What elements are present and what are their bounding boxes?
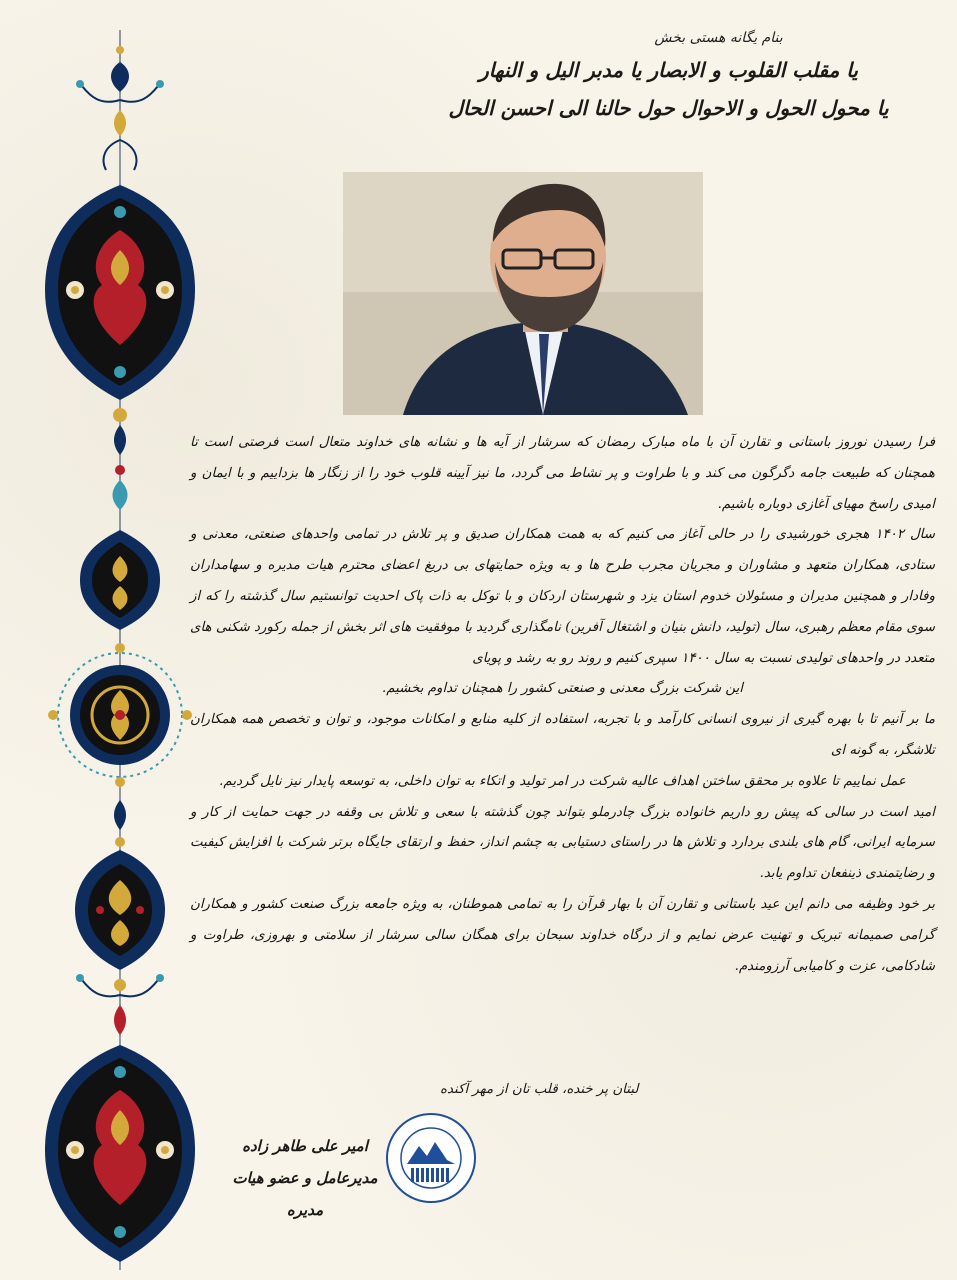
paragraph-7: بر خود وظیفه می دانم این عید باستانی و تقارن آن با بهار قرآن را به تمامی هموطنان، به ویژه جامعه بزرگ صنعت کشور و همکاران گرامی صمیمانه تبریک و تهنیت عرض نمایم و از درگاه خداوند سبحان برای همگان سالی سرشار از سلامتی و بهروزی، طراوت و شادکامی، عزت و کامیابی آرزومندم. bbox=[190, 896, 935, 974]
paragraph-3: این شرکت بزرگ معدنی و صنعتی کشور را همچنان تداوم بخشیم. bbox=[381, 681, 744, 697]
company-logo-icon bbox=[385, 1112, 477, 1204]
connector-middle-icon bbox=[114, 800, 126, 847]
company-logo bbox=[385, 1112, 477, 1204]
portrait-illustration bbox=[343, 172, 703, 415]
paragraph-2: سال ۱۴۰۲ هجری خورشیدی را در حالی آغاز می کنیم که به همت همکاران صدیق و پر تلاش در تمامی واحدهای صنعتی، معدنی و ستادی، همکاران متعهد و مشاوران و مجریان مجرب طرح ها و به ویژه حمایتهای بی دریغ اعضای محترم هیات مدیره و سهامداران وفادار و همچنین مدیران و مسئولان خدوم استان یزد و شهرستان اردکان و با توکل به ذات پاک احدیت توانستیم سال گذشته را که از سوی مقام معظم رهبری، سال (تولید، دانش بنیان و اشتغال آفرین) نامگذاری گردید با موفقیت های اثر بخش از جمله رکورد شکنی های متعدد در واحدهای تولیدی نسبت به سال ۱۴۰۰ سپری کنیم و روند رو به رشد و پویای bbox=[190, 527, 935, 666]
paragraph-1: فرا رسیدن نوروز باستانی و تقارن آن با ماه مبارک رمضان که سرشار از آیه ها و نشانه های خداوند متعال است فرصتی است تا همچنان که طبیعت جامه دگرگون می کند و با طراوت و پر نشاط می گردد، ما نیز آیینه قلوب خود را از زنگار ها بزداییم و با ایمان و امیدی راسخ مهیای آغازی دوباره باشیم. bbox=[190, 435, 935, 512]
medallion-small-icon bbox=[80, 530, 160, 630]
medallion-middle-icon bbox=[75, 850, 165, 970]
header bbox=[250, 30, 937, 120]
medallion-top-icon bbox=[45, 185, 195, 400]
prayer-line-2: یا محول الحول و الاحوال حول حالنا الی احسن الحال bbox=[448, 96, 889, 120]
basmala-text: بنام یگانه هستی بخش bbox=[654, 30, 783, 46]
signatory-name: امیر علی طاهر زاده bbox=[242, 1137, 368, 1155]
message-body bbox=[190, 428, 935, 982]
signature-block bbox=[225, 1130, 385, 1226]
paragraph-4: ما بر آنیم تا با بهره گیری از نیروی انسانی کارآمد و با تجربه، استفاده از کلیه منابع و امکانات موجود، و توان و تخصص همه همکاران تلاشگر، به گونه ای bbox=[190, 712, 935, 758]
paragraph-5: عمل نماییم تا علاوه بر محقق ساختن اهداف عالیه شرکت در امر تولید و اتکاء به توان داخلی، به توسعه پایدار نیز نایل گردیم. bbox=[219, 773, 906, 789]
paragraph-6: امید است در سالی که پیش رو داریم خانواده بزرگ چادرملو بتواند چون گذشته با سعی و تلاش بی وقفه در جهت حمایت از کار و سرمایه ایرانی، گام های بلندی بردارد و تلاش ها در راستای دستیابی به چشم انداز، حفظ و ارتقای جایگاه برتر شرکت با افزایش کیفیت و رضایتمندی ذینفعان تداوم یابد. bbox=[190, 804, 935, 882]
prayer-line-1: یا مقلب القلوب و الابصار یا مدبر الیل و النهار bbox=[479, 58, 858, 82]
portrait-photo bbox=[343, 172, 703, 415]
closing-wish: لبتان پر خنده، قلب تان از مهر آکنده bbox=[440, 1082, 639, 1097]
signatory-title: مدیرعامل و عضو هیات مدیره bbox=[232, 1169, 378, 1219]
medallion-bottom-icon bbox=[45, 1045, 195, 1262]
